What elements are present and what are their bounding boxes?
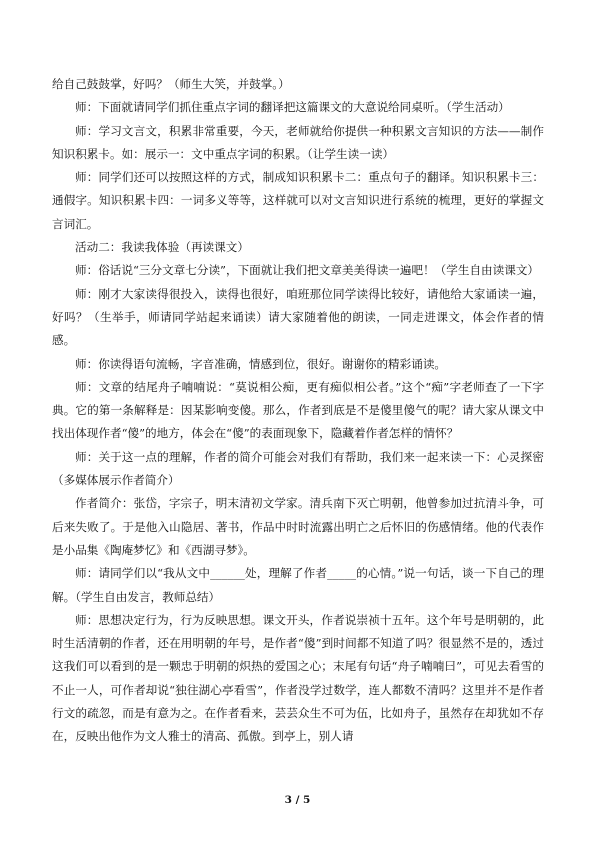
paragraph-1: 给自己鼓鼓掌，好吗？（师生大笑，并鼓掌。） xyxy=(52,77,290,91)
page-number: 3 / 5 xyxy=(284,794,311,806)
paragraph-8: 师：你读得语句流畅，字音准确，情感到位，很好。谢谢你的精彩诵读。 xyxy=(75,356,447,371)
paragraph-13: 师：思想决定行为，行为反映思想。课文开头，作者说崇祯十五年。这个年号是明朝的，此时生活清朝的作者，还在用明朝的年号，是作者“傻”到时间都不知道了吗？很显然不是的，透过这我们可以看到的是一颗忠于明朝的炽热的爱国之心；末尾有句话“舟子喃喃曰”，可见去看雪的不止一人，可作者却说“独往湖心亭看雪”，作者没学过数学，连人都数不清吗？这里并不是作者行文的疏忽，而是有意为之。在作者看来，芸芸众生不可为伍，比如舟子，虽然存在却犹如不存在，反映出他作为文人雅士的清高、孤傲。到亭上，别人请 xyxy=(52,612,544,744)
paragraph-2: 师：下面就请同学们抓住重点字词的翻译把这篇课文的大意说给同桌听。（学生活动） xyxy=(75,100,510,115)
paragraph-3: 师：学习文言文，积累非常重要，今天，老师就给你提供一种积累文言知识的方法——制作知识积累卡。如：展示一：文中重点字词的积累。（让学生读一读） xyxy=(52,123,544,161)
paragraph-10: 师：关于这一点的理解，作者的简介可能会对我们有帮助，我们来一起来读一下：心灵探密（多媒体展示作者简介） xyxy=(52,449,544,488)
document-body xyxy=(52,73,544,749)
paragraph-9: 师：文章的结尾舟子喃喃说：“莫说相公痴，更有痴似相公者。”这个“痴”字老师查了一下字典。它的第一条解释是：因某影响变傻。那么，作者到底是不是傻里傻气的呢？请大家从课文中找出体现作者“傻”的地方，体会在“傻”的表面现象下，隐藏着作者怎样的情怀？ xyxy=(52,379,544,441)
activity-heading: 活动二：我读我体验（再读课文） xyxy=(75,240,249,255)
author-intro: 作者简介：张岱，字宗子，明末清初文学家。清兵南下灭亡明朝，他曾参加过抗清斗争，可后来失败了。于是他入山隐居、著书，作品中时时流露出明亡之后怀旧的伤感情绪。他的代表作是小品集《陶庵梦忆》和《西湖寻梦》。 xyxy=(52,496,544,557)
paragraph-7: 师：刚才大家读得很投入，读得也很好，咱班那位同学读得比较好，请他给大家诵读一遍，好吗？（生举手，师请同学站起来诵读）请大家随着他的朗读，一同走进课文，体会作者的情感。 xyxy=(52,286,544,348)
paragraph-12: 师：请同学们以“我从文中______处，理解了作者_____的心情。”说一句话，谈一下自己的理解。（学生自由发言，教师总结） xyxy=(52,566,544,604)
paragraph-4: 师：同学们还可以按照这样的方式，制成知识积累卡二：重点句子的翻译。知识积累卡三：通假字。知识积累卡四：一词多义等等，这样就可以对文言知识进行系统的梳理，更好的掌握文言词汇。 xyxy=(52,170,544,231)
paragraph-6: 师：俗话说“三分文章七分读”，下面就让我们把文章美美得读一遍吧！（学生自由读课文） xyxy=(75,263,540,278)
